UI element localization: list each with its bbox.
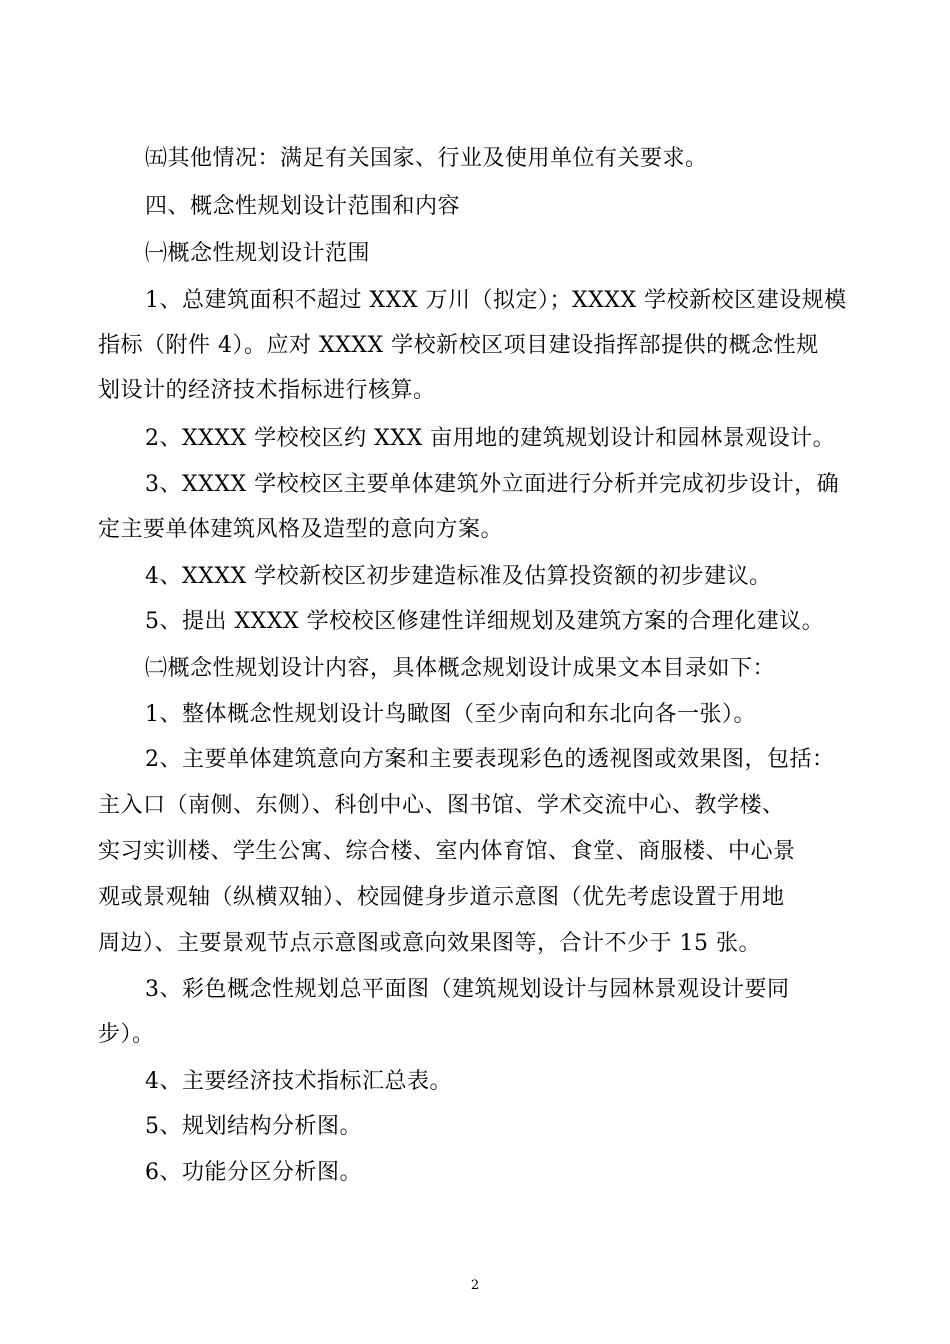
subsection-heading: ㈡概念性规划设计内容，具体概念规划设计成果文本目录如下： xyxy=(145,656,776,681)
paragraph-line: 划设计的经济技术指标进行核算。 xyxy=(98,378,436,403)
paragraph-line: 3、彩色概念性规划总平面图（建筑规划设计与园林景观设计要同 xyxy=(145,977,790,1002)
paragraph-line: 1、总建筑面积不超过 XXX 万川（拟定）；XXXX 学校新校区建设规模 xyxy=(145,288,847,313)
section-heading: 四、概念性规划设计范围和内容 xyxy=(145,194,461,219)
paragraph-line: 4、XXXX 学校新校区初步建造标准及估算投资额的初步建议。 xyxy=(145,564,772,589)
paragraph-line: 4、主要经济技术指标汇总表。 xyxy=(145,1069,452,1094)
paragraph-line: 主入口（南侧、东侧）、科创中心、图书馆、学术交流中心、教学楼、 xyxy=(98,793,785,818)
paragraph-line: 2、XXXX 学校校区约 XXX 亩用地的建筑规划设计和园林景观设计。 xyxy=(145,426,836,451)
paragraph-line: 步）。 xyxy=(98,1022,155,1047)
paragraph-line: 6、功能分区分析图。 xyxy=(145,1160,362,1185)
subsection-heading: ㈠概念性规划设计范围 xyxy=(145,241,371,266)
paragraph-line: 3、XXXX 学校校区主要单体建筑外立面进行分析并完成初步设计，确 xyxy=(145,472,840,497)
page-number: 2 xyxy=(470,1278,480,1293)
paragraph-line: 1、整体概念性规划设计鸟瞰图（至少南向和东北向各一张）。 xyxy=(145,702,756,727)
paragraph-line: ㈤其他情况：满足有关国家、行业及使用单位有关要求。 xyxy=(145,146,708,171)
paragraph-line: 观或景观轴（纵横双轴）、校园健身步道示意图（优先考虑设置于用地 xyxy=(98,885,785,910)
paragraph-line: 实习实训楼、学生公寓、综合楼、室内体育馆、食堂、商服楼、中心景 xyxy=(98,839,796,864)
paragraph-line: 定主要单体建筑风格及造型的意向方案。 xyxy=(98,517,504,542)
paragraph-line: 5、提出 XXXX 学校校区修建性详细规划及建筑方案的合理化建议。 xyxy=(145,609,825,634)
paragraph-line: 周边）、主要景观节点示意图或意向效果图等，合计不少于 15 张。 xyxy=(98,931,761,956)
paragraph-line: 指标（附件 4）。应对 XXXX 学校新校区项目建设指挥部提供的概念性规 xyxy=(98,333,819,358)
paragraph-line: 5、规划结构分析图。 xyxy=(145,1114,362,1139)
paragraph-line: 2、主要单体建筑意向方案和主要表现彩色的透视图或效果图，包括： xyxy=(145,747,835,772)
